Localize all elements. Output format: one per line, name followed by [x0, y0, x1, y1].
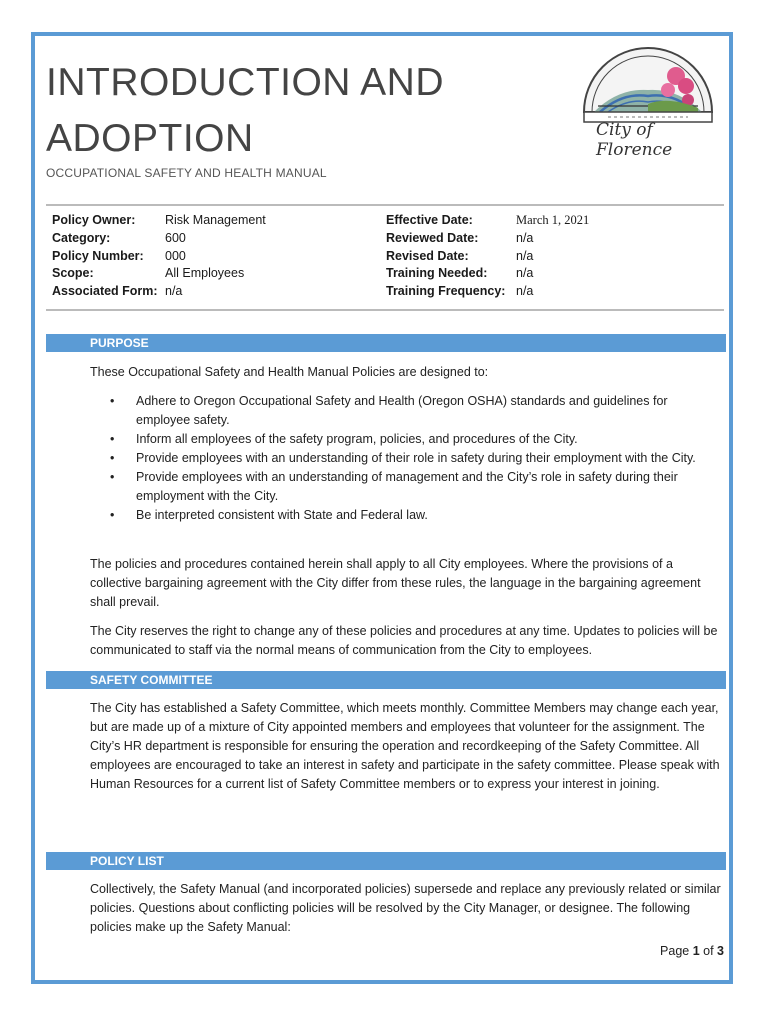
page-total: 3 [717, 944, 724, 958]
training-needed-label: Training Needed: [386, 266, 488, 281]
policy-number-label: Policy Number: [52, 248, 144, 263]
associated-form-label: Associated Form: [52, 284, 158, 299]
manual-subtitle: OCCUPATIONAL SAFETY AND HEALTH MANUAL [46, 166, 327, 180]
associated-form-value: n/a [165, 284, 183, 299]
reviewed-date-label: Reviewed Date: [386, 230, 479, 245]
purpose-bullet-list [110, 392, 722, 525]
list-item: • Be interpreted consistent with State and Federal law. [110, 506, 722, 525]
policy-owner-label: Policy Owner: [52, 213, 136, 227]
purpose-intro: These Occupational Safety and Health Manual Policies are designed to: [90, 365, 489, 379]
scope-value: All Employees [165, 266, 245, 281]
revised-date-value: n/a [516, 248, 534, 263]
title-line-1: INTRODUCTION AND [46, 61, 444, 104]
reviewed-date-value: n/a [516, 230, 534, 245]
safety-committee-paragraph: The City has established a Safety Committee, which meets monthly. Committee Members may change each year, but are made up of a mixture of City appointed members and employees that volunteer for the assignment. The City’s HR department is responsible for ensuring the operation and recordkeeping of the Safety Committee. All employees are encouraged to take an interest in safety and participate in the safety committee. Please speak with Human Resources for a current list of Safety Committee members or to express your interest in joining. [90, 701, 720, 791]
section-heading-policy-list: POLICY LIST [46, 852, 726, 870]
title-line-2: ADOPTION [46, 117, 254, 160]
effective-date-label: Effective Date: [386, 213, 473, 227]
list-item: • Provide employees with an understanding of their role in safety during their employment with the City. [110, 449, 722, 468]
effective-date-value: March 1, 2021 [516, 213, 590, 227]
policy-owner-value: Risk Management [165, 213, 266, 227]
divider-top [46, 204, 724, 206]
page-of: of [699, 944, 718, 958]
page-prefix: Page [660, 944, 693, 958]
policy-number-value: 000 [165, 248, 186, 263]
policy-list-paragraph: Collectively, the Safety Manual (and incorporated policies) supersede and replace any previously related or similar policies. Questions about conflicting policies will be resolved by the City Manager, or designee. The following policies make up the Safety Manual: [90, 882, 721, 934]
logo-wordmark: City of Florence [596, 120, 673, 160]
page-title [46, 55, 444, 167]
training-needed-value: n/a [516, 266, 534, 281]
page-number [660, 944, 724, 958]
category-label: Category: [52, 230, 111, 245]
section-heading-safety-committee: SAFETY COMMITTEE [46, 671, 726, 689]
divider-bottom [46, 309, 724, 311]
policy-meta-left [52, 212, 266, 301]
list-item: • Inform all employees of the safety program, policies, and procedures of the City. [110, 430, 722, 449]
policy-meta-right [386, 212, 589, 301]
section-heading-purpose: PURPOSE [46, 334, 726, 352]
training-frequency-value: n/a [516, 284, 534, 299]
training-frequency-label: Training Frequency: [386, 284, 506, 299]
category-value: 600 [165, 230, 186, 245]
purpose-paragraph-1: The policies and procedures contained herein shall apply to all City employees. Where the provisions of a collective bargaining agreement with the City differ from these rules, the language in the bargaining agreement shall prevail. [90, 557, 701, 609]
list-item: • Adhere to Oregon Occupational Safety and Health (Oregon OSHA) standards and guidelines for employee safety. [110, 392, 722, 430]
revised-date-label: Revised Date: [386, 248, 469, 263]
page-current: 1 [692, 944, 700, 958]
list-item: • Provide employees with an understanding of management and the City’s role in safety during their employment with the City. [110, 468, 722, 506]
purpose-paragraph-2: The City reserves the right to change any of these policies and procedures at any time. Updates to policies will be communicated to staff via the normal means of communication from the City to employees. [90, 624, 718, 657]
scope-label: Scope: [52, 266, 94, 281]
